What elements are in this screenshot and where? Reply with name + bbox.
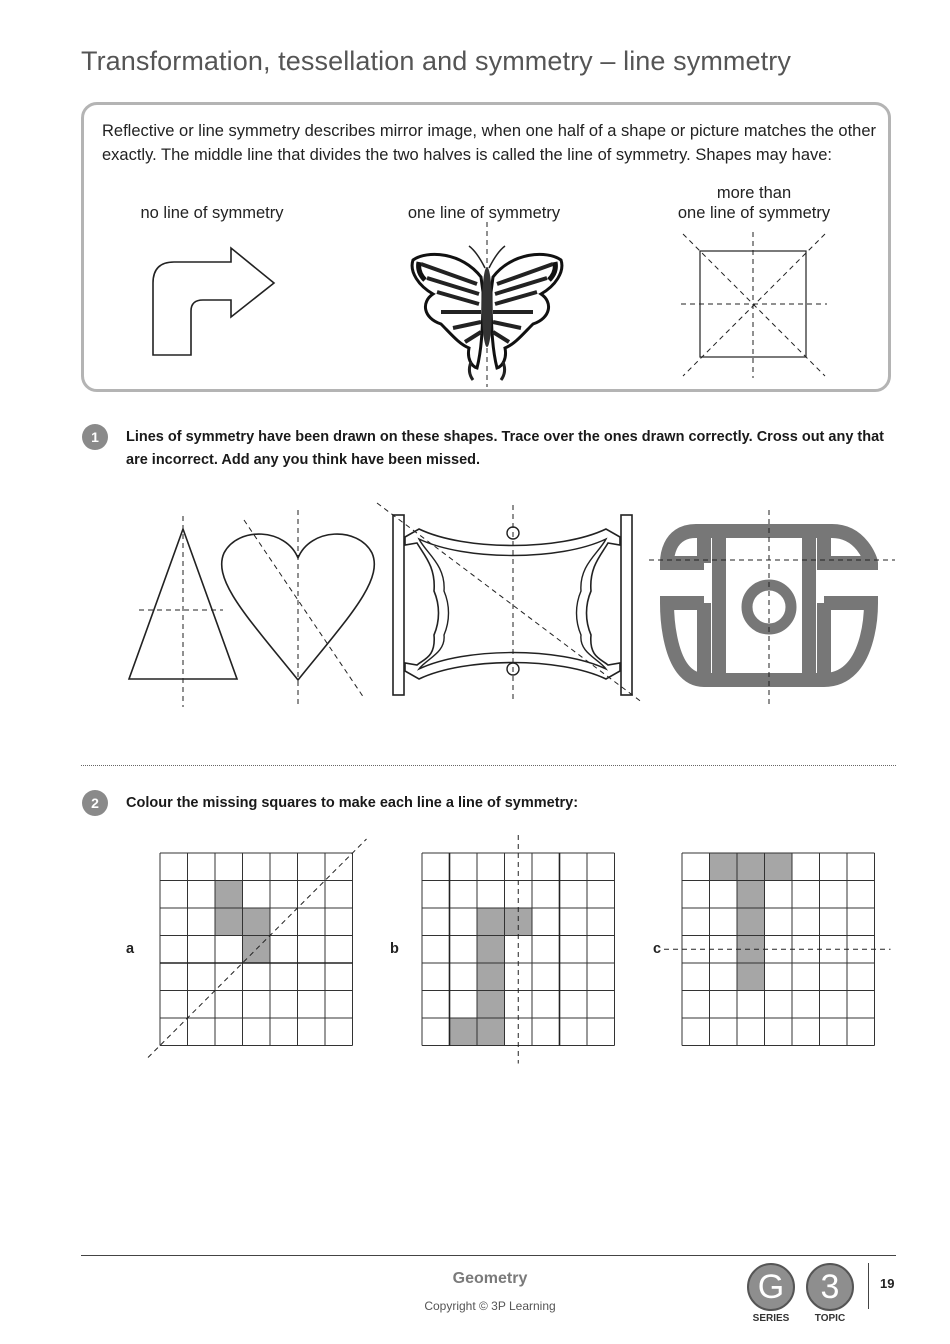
bent-arrow-icon [145,245,285,355]
shaded-square[interactable] [477,936,505,964]
square-with-lines-icon [679,230,829,380]
question-1-badge: 1 [82,424,108,450]
grid-c-label: c [653,941,662,957]
caption-no-line: no line of symmetry [140,204,284,222]
page-number: 19 [880,1276,895,1291]
shaded-square[interactable] [477,908,505,936]
caption-one-line: one line of symmetry [407,204,561,222]
shaded-square[interactable] [477,991,505,1019]
grid-a[interactable] [160,853,355,1048]
butterfly-icon [407,222,567,387]
shaded-square[interactable] [737,936,765,964]
footer-divider [868,1263,869,1309]
shaded-square[interactable] [737,881,765,909]
shaded-square[interactable] [505,908,533,936]
page-title: Transformation, tessellation and symmetry – line symmetry [81,46,791,76]
question-1-text: Lines of symmetry have been drawn on these shapes. Trace over the ones drawn correctly. Cross out any that are incorrect. Add any you think have been missed. [126,429,885,468]
shaded-square[interactable] [737,853,765,881]
shaded-square[interactable] [215,908,243,936]
shaded-square[interactable] [215,881,243,909]
shaded-square[interactable] [737,908,765,936]
shaded-square[interactable] [765,853,793,881]
intro-text: Reflective or line symmetry describes mirror image, when one half of a shape or picture matches the other exactly. The middle line that divides the two halves is called the line of symmetry. Shapes may have: [102,122,877,164]
shaded-square[interactable] [737,963,765,991]
topic-label: TOPIC [814,1313,846,1324]
topic-badge-icon: 3 [806,1263,854,1311]
shaded-square[interactable] [477,963,505,991]
section-divider [81,765,896,766]
shaded-square[interactable] [710,853,738,881]
series-badge-icon: G [747,1263,795,1311]
grid-a-label: a [126,941,135,957]
footer-subject: Geometry [452,1270,528,1287]
shaded-square[interactable] [477,1018,505,1046]
symmetry-line [148,839,367,1058]
shaded-square[interactable] [243,908,271,936]
question-2-text: Colour the missing squares to make each line a line of symmetry: [126,795,579,811]
grid-c[interactable] [682,853,877,1048]
shaded-square[interactable] [450,1018,478,1046]
heart-icon [218,508,388,708]
footer-copyright: Copyright © 3P Learning [424,1299,556,1313]
question-2-badge: 2 [82,790,108,816]
grid-b-label: b [390,941,399,957]
series-label: SERIES [752,1313,790,1324]
caption-more-than-line1: more than [716,184,792,202]
bow-shape-icon [647,508,897,708]
footer-rule [81,1255,896,1256]
grid-b[interactable] [422,853,617,1048]
frame-icon [375,501,645,706]
caption-more-than-line2: one line of symmetry [677,204,831,222]
